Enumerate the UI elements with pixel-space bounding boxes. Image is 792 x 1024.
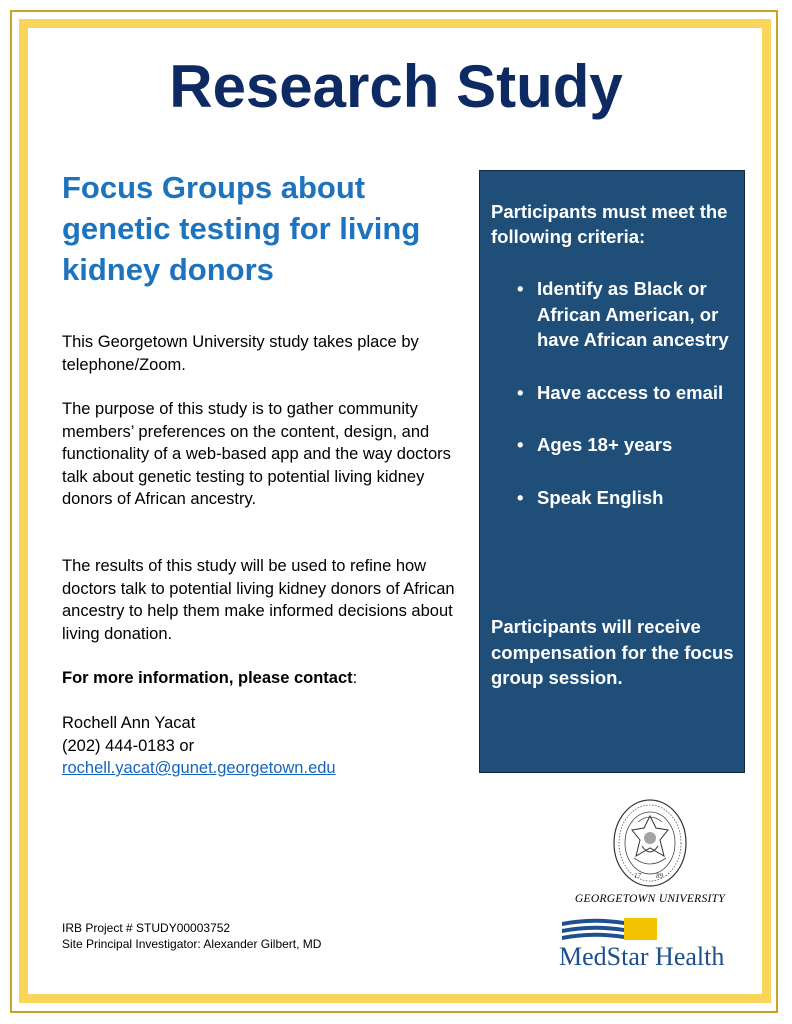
irb-investigator: Site Principal Investigator: Alexander Gilbert, MD [62,937,322,951]
bullet-icon: • [517,486,524,508]
criteria-item-text: Ages 18+ years [537,434,673,455]
criteria-item-text: Have access to email [537,381,724,403]
criteria-heading: Participants must meet the following criteria: [491,201,728,247]
irb-info [62,920,321,952]
criteria-item [517,380,737,406]
bullet-icon: • [517,278,524,299]
contact-block [62,712,336,780]
page-title: Research Study [169,53,623,120]
contact-email-link[interactable]: rochell.yacat@gunet.georgetown.edu [62,759,336,777]
criteria-item [517,276,737,353]
criteria-item [517,432,737,458]
criteria-item-text: Identify as Black or African American, or have African ancestry [537,278,729,350]
medstar-logo-mark-icon [562,918,657,940]
contact-name: Rochell Ann Yacat [62,714,196,732]
study-subtitle: Focus Groups about genetic testing for living kidney donors [62,170,421,287]
criteria-item [517,485,737,511]
intro-paragraph: This Georgetown University study takes place by telephone/Zoom. [62,333,419,374]
seal-year-right: 89 [656,872,663,880]
results-paragraph: The results of this study will be used to refine how doctors talk to potential living kidney donors of African ancestry to help them make informed decisions about living donation. [62,557,455,643]
criteria-item-text: Speak English [537,486,664,508]
georgetown-seal-icon [612,798,688,888]
contact-heading-text: For more information, please contact [62,669,353,687]
criteria-list [517,276,737,537]
irb-project: IRB Project # STUDY00003752 [62,921,231,935]
contact-heading [62,667,462,690]
compensation-note: Participants will receive compensation for the focus group session. [491,616,734,688]
criteria-panel [479,170,745,773]
contact-phone: (202) 444-0183 or [62,736,195,755]
medstar-wordmark: MedStar Health [559,942,725,971]
bullet-icon: • [517,381,524,403]
bullet-icon: • [517,434,524,455]
contact-heading-colon: : [352,669,358,687]
georgetown-wordmark: GEORGETOWN UNIVERSITY [574,893,726,905]
seal-year-left: 17 [634,872,641,880]
purpose-paragraph: The purpose of this study is to gather community members’ preferences on the content, design, and functionality of a web-based app and the way doctors talk about genetic testing to potential living kidney donors of African ancestry. [62,400,451,508]
